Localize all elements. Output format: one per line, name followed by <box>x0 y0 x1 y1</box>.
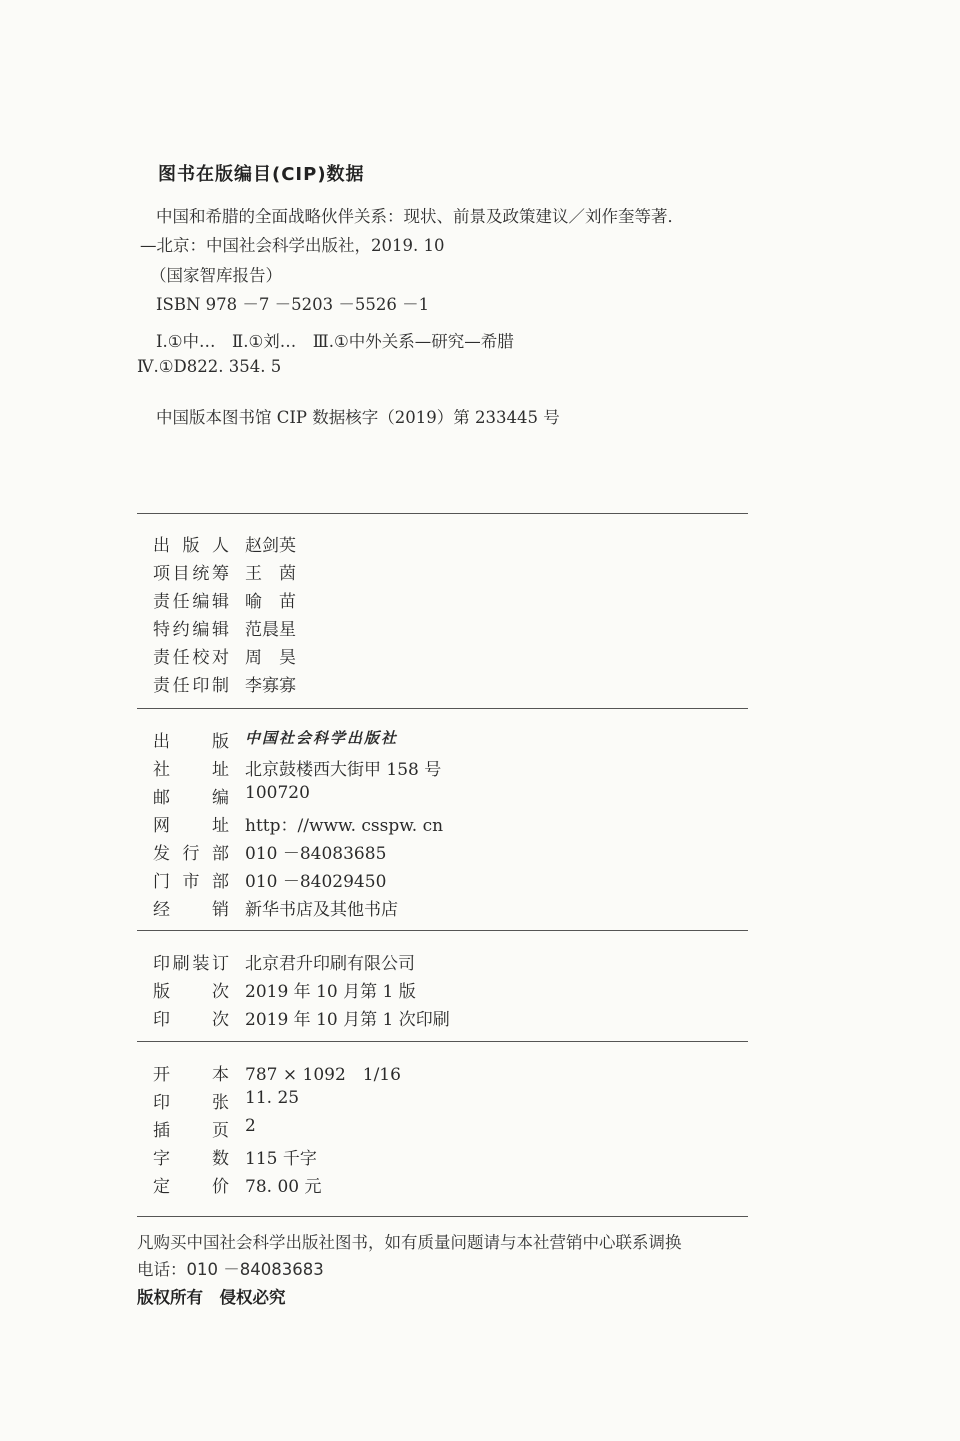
publisher-address: 北京鼓楼西大街甲 158 号 <box>245 760 442 780</box>
divider <box>137 1216 748 1217</box>
divider <box>137 1041 748 1042</box>
publisher-label: 发 行 部 <box>153 844 229 864</box>
cip-publisher-line: —北京：中国社会科学出版社，2019. 10 <box>140 236 445 255</box>
rights-statement: 版权所有 侵权必究 <box>137 1288 286 1307</box>
format-value: 2 <box>245 1116 256 1136</box>
format-label: 插 页 <box>153 1121 229 1141</box>
staff-value: 赵剑英 <box>245 536 296 556</box>
cip-heading: 图书在版编目(CIP)数据 <box>158 164 365 185</box>
format-value: 787 × 1092 1/16 <box>245 1065 401 1085</box>
staff-label: 责任编辑 <box>153 592 229 612</box>
staff-value: 喻 苗 <box>245 592 296 612</box>
publisher-label: 邮 编 <box>153 788 229 808</box>
printing-value: 北京君升印刷有限公司 <box>245 954 415 974</box>
staff-label: 责任校对 <box>153 648 229 668</box>
staff-value: 李寡寡 <box>245 676 296 696</box>
format-value: 115 千字 <box>245 1149 317 1169</box>
publisher-distributor: 新华书店及其他书店 <box>245 900 398 920</box>
staff-label: 项目统筹 <box>153 564 229 584</box>
divider <box>137 930 748 931</box>
printing-label: 印 次 <box>153 1010 229 1030</box>
format-value: 78. 00 元 <box>245 1177 322 1197</box>
divider <box>137 513 748 514</box>
staff-label: 出 版 人 <box>153 536 229 556</box>
publisher-postcode: 100720 <box>245 783 310 803</box>
publisher-label: 经 销 <box>153 900 229 920</box>
cip-series: （国家智库报告） <box>150 266 282 285</box>
printing-value: 2019 年 10 月第 1 版 <box>245 982 416 1002</box>
quality-notice: 凡购买中国社会科学出版社图书，如有质量问题请与本社营销中心联系调换 <box>137 1233 682 1252</box>
divider <box>137 708 748 709</box>
publisher-phone-distribution: 010 －84083685 <box>245 844 387 864</box>
publisher-label: 网 址 <box>153 816 229 836</box>
cip-title-line: 中国和希腊的全面战略伙伴关系：现状、前景及政策建议／刘作奎等著． <box>156 207 684 226</box>
publisher-label: 门 市 部 <box>153 872 229 892</box>
staff-label: 责任印制 <box>153 676 229 696</box>
format-label: 字 数 <box>153 1149 229 1169</box>
cip-number: 中国版本图书馆 CIP 数据核字（2019）第 233445 号 <box>156 408 560 427</box>
publisher-name: 中国社会科学出版社 <box>245 729 399 747</box>
staff-value: 周 昊 <box>245 648 296 668</box>
publisher-phone-retail: 010 －84029450 <box>245 872 387 892</box>
staff-label: 特约编辑 <box>153 620 229 640</box>
cip-classification: Ⅳ.①D822. 354. 5 <box>137 357 282 376</box>
printing-label: 印刷装订 <box>153 954 229 974</box>
publisher-website: http：//www. csspw. cn <box>245 816 444 836</box>
printing-value: 2019 年 10 月第 1 次印刷 <box>245 1010 450 1030</box>
format-value: 11. 25 <box>245 1088 300 1108</box>
format-label: 定 价 <box>153 1177 229 1197</box>
service-phone: 电话：010 －84083683 <box>137 1260 324 1279</box>
staff-value: 范晨星 <box>245 620 296 640</box>
format-label: 开 本 <box>153 1065 229 1085</box>
printing-label: 版 次 <box>153 982 229 1002</box>
cip-subjects: Ⅰ.①中… Ⅱ.①刘… Ⅲ.①中外关系—研究—希腊 <box>156 332 514 351</box>
cip-isbn: ISBN 978 －7 －5203 －5526 －1 <box>156 295 430 314</box>
format-label: 印 张 <box>153 1093 229 1113</box>
publisher-label: 出 版 <box>153 732 229 752</box>
publisher-label: 社 址 <box>153 760 229 780</box>
staff-value: 王 茵 <box>245 564 296 584</box>
